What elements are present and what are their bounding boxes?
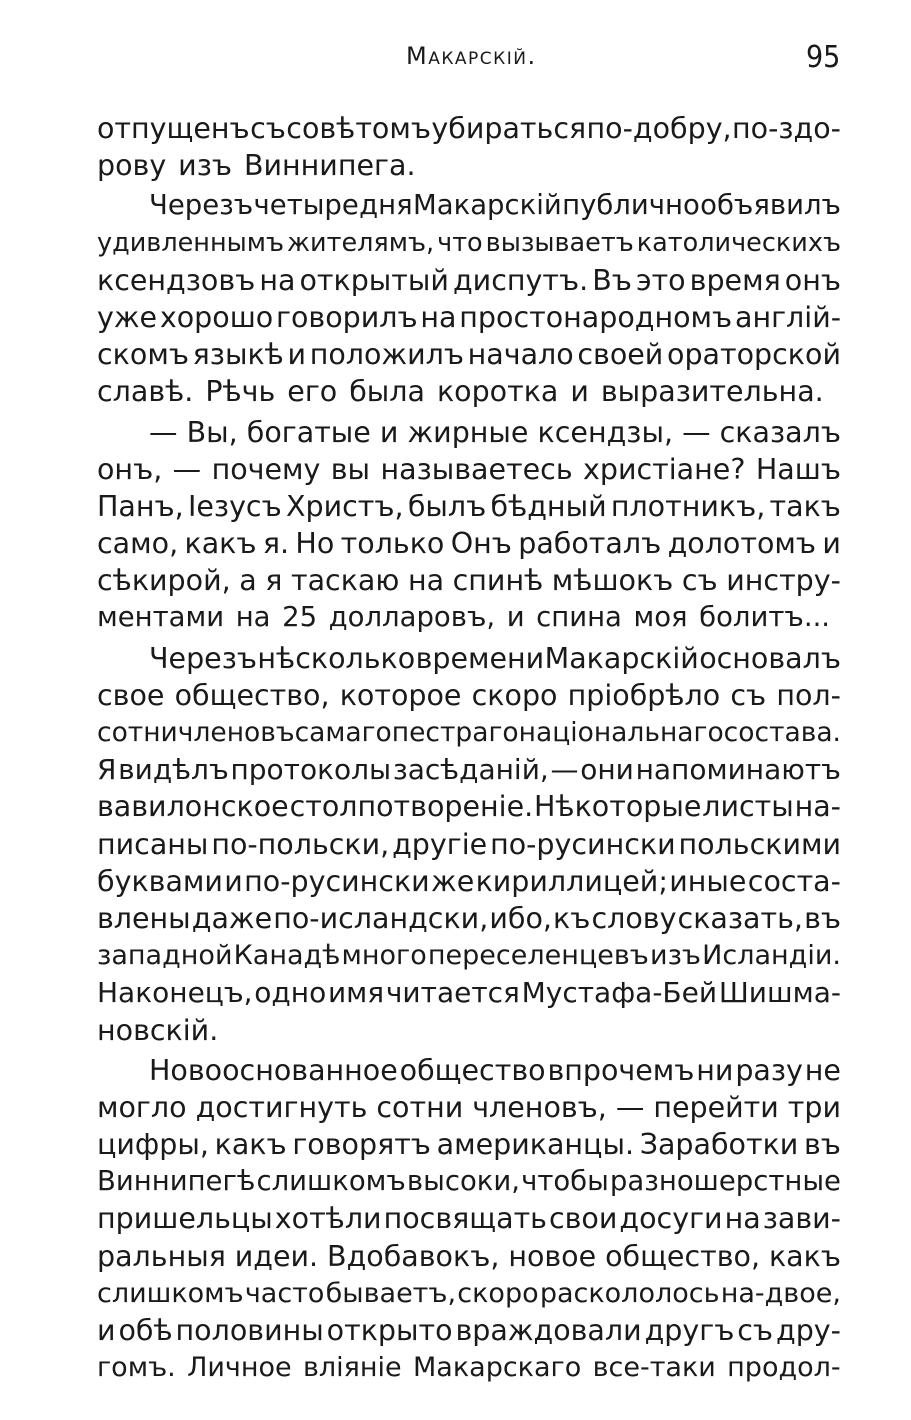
word: богатые bbox=[246, 415, 371, 449]
word: посвящать bbox=[383, 1202, 547, 1236]
word: имя bbox=[327, 976, 385, 1010]
word: называетесь bbox=[380, 452, 573, 486]
text-line bbox=[97, 1163, 841, 1200]
word: съ bbox=[250, 112, 286, 145]
running-head: Макарскій. bbox=[406, 42, 537, 70]
word: видѣлъ bbox=[118, 753, 229, 787]
word: времени bbox=[415, 641, 545, 675]
word: какъ bbox=[768, 1239, 841, 1273]
word: объявилъ bbox=[700, 189, 841, 222]
word: скомъ bbox=[97, 338, 189, 372]
word: Рѣчь bbox=[205, 375, 276, 409]
word: положилъ bbox=[309, 338, 464, 372]
word: языкѣ bbox=[192, 338, 284, 372]
word: Черезъ bbox=[149, 641, 257, 675]
text-line bbox=[97, 336, 841, 373]
word: время bbox=[689, 263, 781, 297]
word: американцы. bbox=[436, 1128, 635, 1162]
word: — bbox=[682, 415, 711, 449]
word: долларовъ, bbox=[328, 601, 496, 634]
word: почему bbox=[211, 452, 321, 486]
word: спинѣ bbox=[452, 564, 544, 598]
word: дру- bbox=[776, 1314, 841, 1347]
word: коротка bbox=[436, 375, 559, 409]
word: простонародномъ bbox=[459, 300, 733, 334]
text-line bbox=[97, 974, 841, 1011]
word: досуги bbox=[619, 1202, 723, 1236]
word: членовъ, bbox=[472, 1090, 607, 1124]
text-line bbox=[97, 599, 841, 636]
word: по-русински bbox=[490, 827, 676, 861]
word: національнаго bbox=[518, 717, 724, 748]
word: листы bbox=[702, 790, 794, 824]
word: съ bbox=[737, 1314, 774, 1347]
word: удивленнымъ bbox=[97, 227, 285, 258]
word: ораторской bbox=[667, 338, 841, 372]
word: даже bbox=[191, 901, 273, 935]
word: дня bbox=[359, 189, 413, 222]
word: чтобы bbox=[521, 1165, 609, 1198]
word: пестраго bbox=[391, 717, 519, 748]
word: инстру- bbox=[726, 564, 841, 598]
word: таскаю bbox=[290, 564, 400, 598]
word: не bbox=[804, 1053, 841, 1087]
word: переселенцевъ bbox=[427, 940, 649, 972]
word: по-здо- bbox=[732, 112, 841, 145]
word: влены bbox=[97, 901, 191, 935]
word: говорилъ bbox=[276, 300, 418, 334]
word: бѣдный bbox=[490, 489, 607, 523]
word: англій- bbox=[734, 300, 841, 334]
word: и bbox=[570, 375, 589, 409]
word: пріобрѣло bbox=[567, 678, 721, 712]
word: болитъ... bbox=[699, 601, 831, 634]
word: убираться bbox=[431, 112, 587, 145]
word: Іезусъ bbox=[187, 489, 282, 523]
word: ксендзы, bbox=[537, 415, 674, 449]
word: отпущенъ bbox=[97, 112, 250, 145]
word: ни bbox=[696, 1053, 734, 1087]
text-line bbox=[97, 562, 841, 599]
word: читается bbox=[385, 976, 520, 1010]
word: цифры, bbox=[97, 1128, 209, 1162]
word: своей bbox=[577, 338, 664, 372]
word: все-таки bbox=[592, 1352, 716, 1384]
text-line bbox=[97, 788, 841, 825]
text-line bbox=[97, 187, 841, 224]
word: его bbox=[287, 375, 338, 409]
paragraph bbox=[97, 110, 841, 184]
paragraph bbox=[97, 187, 841, 410]
text-line bbox=[97, 225, 841, 262]
word: изъ bbox=[178, 149, 232, 183]
word: вліяніе bbox=[302, 1352, 402, 1384]
word: по-русински bbox=[244, 864, 430, 898]
word: хотѣли bbox=[274, 1202, 382, 1236]
word: слову bbox=[591, 901, 677, 935]
word: Нашъ bbox=[755, 452, 841, 486]
word: онъ, bbox=[97, 452, 163, 486]
word: и bbox=[379, 415, 399, 449]
word: Макарскій bbox=[544, 641, 699, 675]
word: на bbox=[235, 601, 271, 634]
word: я bbox=[265, 564, 283, 598]
text-line bbox=[97, 488, 841, 525]
page-number: 95 bbox=[806, 40, 841, 75]
word: сотни bbox=[97, 717, 178, 748]
word: слишкомъ bbox=[256, 1165, 406, 1198]
word: напоминаютъ bbox=[635, 753, 841, 787]
word: Макарскаго bbox=[413, 1352, 582, 1384]
word: вы bbox=[330, 452, 371, 486]
word: скоро bbox=[457, 1277, 539, 1309]
word: вавилонское bbox=[97, 790, 289, 824]
word: ибо, bbox=[489, 901, 552, 935]
word: пол- bbox=[776, 678, 841, 712]
word: какъ bbox=[214, 1128, 287, 1162]
text-line bbox=[97, 262, 841, 299]
word: гомъ. bbox=[97, 1352, 176, 1384]
word: перейти bbox=[653, 1090, 779, 1124]
word: рову bbox=[97, 149, 167, 183]
text-line bbox=[97, 863, 841, 900]
word: писаны bbox=[97, 827, 209, 861]
word: Макарскій bbox=[413, 189, 562, 222]
word: какъ bbox=[184, 527, 257, 561]
word: половины bbox=[175, 1314, 324, 1347]
word: къ bbox=[553, 901, 591, 935]
word: былъ bbox=[407, 489, 487, 523]
word: Вы, bbox=[186, 415, 238, 449]
word: диспутъ. bbox=[452, 263, 589, 297]
word: Въ bbox=[592, 263, 632, 297]
word: открыто bbox=[326, 1314, 453, 1347]
word: это bbox=[635, 263, 686, 297]
word: Панъ, bbox=[97, 489, 184, 523]
word: вызываетъ bbox=[485, 227, 634, 258]
word: уже bbox=[97, 300, 158, 334]
word: начало bbox=[467, 338, 574, 372]
word: выразительна. bbox=[600, 375, 824, 409]
word: говорятъ bbox=[292, 1128, 431, 1162]
word: Черезъ bbox=[149, 189, 254, 222]
word: славѣ. bbox=[97, 375, 194, 409]
text-line bbox=[97, 1089, 841, 1126]
word: сотни bbox=[376, 1090, 464, 1124]
word: на- bbox=[794, 790, 841, 824]
word: спина bbox=[536, 601, 622, 634]
word: Заработки bbox=[639, 1128, 799, 1162]
word: въ bbox=[804, 901, 841, 935]
word: буквами bbox=[97, 864, 223, 898]
text-line bbox=[97, 900, 841, 937]
word: по-добру, bbox=[586, 112, 732, 145]
word: скоро bbox=[471, 678, 558, 712]
word: жителямъ, bbox=[287, 227, 435, 258]
word: основалъ bbox=[699, 641, 841, 675]
word: западной bbox=[97, 940, 233, 972]
word: иные bbox=[669, 864, 747, 898]
word: столпотвореніе. bbox=[289, 790, 534, 824]
text-line bbox=[97, 937, 841, 974]
text-line bbox=[97, 414, 841, 451]
word: я. bbox=[262, 527, 290, 561]
body-text bbox=[97, 110, 841, 1386]
word: сказать, bbox=[677, 901, 803, 935]
word: Виннипега. bbox=[243, 149, 416, 183]
word: и bbox=[506, 601, 525, 634]
word: высоки, bbox=[406, 1165, 520, 1198]
text-line bbox=[97, 1349, 841, 1386]
word: на bbox=[724, 1202, 761, 1236]
word: — bbox=[172, 452, 202, 486]
word: они bbox=[580, 753, 634, 787]
word: само, bbox=[97, 527, 179, 561]
text-line bbox=[97, 714, 841, 751]
text-line bbox=[97, 1275, 841, 1312]
word: идеи. bbox=[234, 1239, 319, 1273]
word: долотомъ bbox=[667, 527, 817, 561]
word: новскій. bbox=[97, 1013, 219, 1047]
text-line bbox=[97, 1312, 841, 1349]
word: Новооснованное bbox=[149, 1053, 398, 1087]
word: соста- bbox=[747, 864, 841, 898]
word: которое bbox=[339, 678, 462, 712]
word: Личное bbox=[187, 1352, 292, 1384]
word: и bbox=[822, 527, 841, 561]
text-line bbox=[97, 451, 841, 488]
text-line bbox=[97, 1126, 841, 1163]
text-line bbox=[97, 373, 841, 410]
word: католическихъ bbox=[636, 227, 841, 258]
word: пришельцы bbox=[97, 1202, 273, 1236]
word: и bbox=[224, 864, 243, 898]
word: — bbox=[550, 753, 579, 787]
word: Онъ bbox=[450, 527, 512, 561]
word: польскими bbox=[678, 827, 841, 861]
text-line bbox=[97, 640, 841, 677]
word: съ bbox=[730, 678, 767, 712]
word: свое bbox=[97, 678, 165, 712]
word: много bbox=[341, 940, 427, 972]
word: по-исландски, bbox=[273, 901, 489, 935]
text-line bbox=[97, 826, 841, 863]
paragraph bbox=[97, 414, 841, 637]
word: Виннипегѣ bbox=[97, 1165, 256, 1198]
word: состава. bbox=[723, 717, 841, 748]
text-line bbox=[97, 110, 841, 147]
word: нѣсколько bbox=[257, 641, 416, 675]
word: сѣкирой, bbox=[97, 564, 231, 598]
word: ментами bbox=[97, 601, 225, 634]
word: совѣтомъ bbox=[286, 112, 432, 145]
word: разношерстные bbox=[609, 1165, 841, 1198]
word: что bbox=[437, 227, 483, 258]
word: ральныя bbox=[97, 1239, 226, 1273]
text-line bbox=[97, 525, 841, 562]
word: часто bbox=[244, 1277, 325, 1309]
word: другъ bbox=[644, 1314, 735, 1347]
text-line bbox=[97, 1012, 841, 1049]
word: же bbox=[431, 864, 475, 898]
word: самаго bbox=[294, 717, 392, 748]
word: три bbox=[787, 1090, 841, 1124]
text-line bbox=[97, 1238, 841, 1275]
word: общество, bbox=[174, 678, 330, 712]
text-line bbox=[97, 299, 841, 336]
word: была bbox=[349, 375, 425, 409]
word: общество bbox=[399, 1053, 546, 1087]
word: свои bbox=[548, 1202, 618, 1236]
text-line bbox=[97, 751, 841, 788]
word: христіане? bbox=[583, 452, 746, 486]
word: Но bbox=[295, 527, 335, 561]
word: публично bbox=[562, 189, 700, 222]
word: ксендзовъ bbox=[97, 263, 256, 297]
word: и bbox=[97, 1314, 116, 1347]
word: четыре bbox=[253, 189, 359, 222]
word: а bbox=[239, 564, 257, 598]
word: обѣ bbox=[118, 1314, 173, 1347]
word: зави- bbox=[762, 1202, 841, 1236]
word: раскололось bbox=[539, 1277, 720, 1309]
word: другіе bbox=[392, 827, 488, 861]
word: жирные bbox=[407, 415, 529, 449]
text-line bbox=[97, 1200, 841, 1237]
word: только bbox=[340, 527, 445, 561]
word: по-польски, bbox=[211, 827, 390, 861]
word: членовъ bbox=[177, 717, 295, 748]
word: онъ bbox=[784, 263, 841, 297]
word: такъ bbox=[769, 489, 841, 523]
word: засѣданій, bbox=[392, 753, 549, 787]
word: Исландіи. bbox=[702, 940, 841, 972]
word: работалъ bbox=[518, 527, 662, 561]
word: слишкомъ bbox=[97, 1277, 244, 1309]
word: новое bbox=[508, 1239, 597, 1273]
word: могло bbox=[97, 1090, 187, 1124]
word: бываетъ, bbox=[325, 1277, 457, 1309]
word: протоколы bbox=[230, 753, 392, 787]
word: Нѣкоторые bbox=[534, 790, 702, 824]
paragraph bbox=[97, 1052, 841, 1387]
word: мѣшокъ bbox=[551, 564, 674, 598]
word: враждовали bbox=[455, 1314, 642, 1347]
word: продол- bbox=[727, 1352, 841, 1384]
word: открытый bbox=[299, 263, 449, 297]
word: изъ bbox=[650, 940, 702, 972]
word: 25 bbox=[282, 601, 318, 634]
word: на-двое, bbox=[720, 1277, 841, 1309]
word: на bbox=[407, 564, 445, 598]
word: Вдобавокъ, bbox=[327, 1239, 500, 1273]
text-line bbox=[97, 147, 841, 184]
word: съ bbox=[681, 564, 718, 598]
word: — bbox=[149, 415, 178, 449]
word: одно bbox=[254, 976, 327, 1010]
paragraph bbox=[97, 640, 841, 1049]
word: и bbox=[287, 338, 307, 372]
word: Канадѣ bbox=[233, 940, 341, 972]
word: моя bbox=[633, 601, 688, 634]
word: общество, bbox=[605, 1239, 761, 1273]
word: на bbox=[420, 300, 457, 334]
word: на bbox=[259, 263, 296, 297]
word: хорошо bbox=[159, 300, 274, 334]
word: плотникъ, bbox=[610, 489, 766, 523]
word: Мустафа-Бей bbox=[521, 976, 718, 1010]
word: — bbox=[615, 1090, 645, 1124]
word: впрочемъ bbox=[547, 1053, 695, 1087]
word: кириллицей; bbox=[475, 864, 668, 898]
word: Шишма- bbox=[718, 976, 841, 1010]
word: достигнуть bbox=[195, 1090, 368, 1124]
word: Наконецъ, bbox=[97, 976, 253, 1010]
word: Я bbox=[97, 753, 117, 787]
text-line bbox=[97, 1052, 841, 1089]
word: Христъ, bbox=[285, 489, 404, 523]
word: въ bbox=[804, 1128, 841, 1162]
word: разу bbox=[735, 1053, 803, 1087]
word: сказалъ bbox=[719, 415, 841, 449]
text-line bbox=[97, 677, 841, 714]
